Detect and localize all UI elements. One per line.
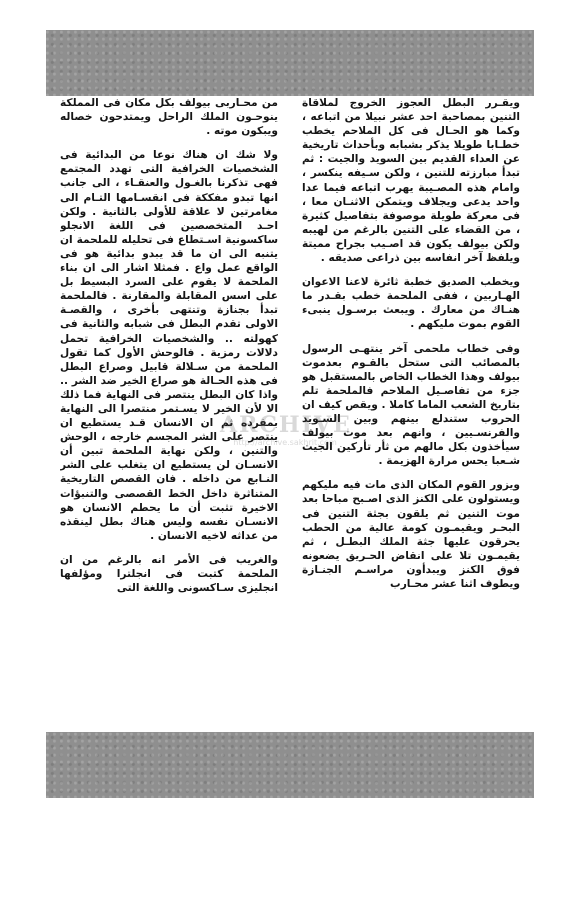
right-column — [302, 96, 520, 732]
left-column — [60, 96, 278, 732]
watermark-url: http://archive.sakhrit.com — [233, 438, 337, 447]
top-scan-band — [46, 30, 534, 96]
paragraph: ولا شك ان هناك نوعا من البدائية فى الشخصيات الخرافية التى تهدد المجتمع فهى تذكرنا بالغـول والعنقـاء ، الى جانب انها تبدو مفككة فى انقسـامها التـام الى مغامرتين لا علاقة للأولى بالثانية . ولكن احـد المتخصصين فى اللغة الانجلو ساكسونية اسـتطاع فى تحليله للملحمة ان يتنبه الى ان ما قد يبدو بدائية هو فى الواقع عمل واع . فمثلا اشار الى ان بناء الملحمة لا يقوم على السرد البسيط بل على اسس المقابلة والمقارنة . فالملحمة تبدأ بجنازة وتنتهى بأخرى ، والقصـة الاولى تقدم البطل فى شبابه والثانية فى كهولته .. والشخصيات الخرافية تحمل دلالات رمزية . فالوحش الأول كما تقول الملحمة من سـلالة قابيل وصراع البطل فى هذه الحـالة هو صراع الخير ضد الشر .. واذا كان البطل ينتصر فى النهاية فما ذلك الا لأن الخير لا يسـتمر منتصرا الى النهاية بمفرده ثم ان الانسان قـد يستطيع ان ينتصر على الشر المجسم خارجه ، الوحش والتنين ، ولكن نهاية الملحمة تبين أن الانسـان لن يستطيع ان يتغلب على الشر النـابع من داخله . فان القصص التاريخية المتناثرة داخل الخط القصصى والتنبؤات الاخيرة تثبت أن ما يحطم الانسان هو الانسـان نفسه وليس هناك بطل لينقذه من عداثه لاخيه الانسان . — [60, 149, 278, 542]
paragraph: ويزور القوم المكان الذى مات فيه مليكهم ويستولون على الكنز الذى اصـبح مباحا بعد موت التنين ثم يلقون بجثة التنين فى البحـر ويقيمـون كومة عالية من الحطب يحرقون عليها جثة الملك البطـل ، ثم يقيمـون تلا على انقاض الحـريق يضعونه فوق الكنز ويبدأون مراسـم الجنـازة ويطوف اثنا عشر محـارب — [302, 479, 520, 590]
watermark-text: ARCHIVE — [220, 412, 352, 438]
paragraph: ويخطب الصديق خطبة ثائرة لاعنا الاعوان الهـاربين ، ففى الملحمة خطب بقـدر ما هنـاك من معارك . ويبعث برسـول ينبىء القوم بموت مليكهم . — [302, 276, 520, 331]
bottom-scan-band — [46, 732, 534, 798]
paragraph: من محـاربى بيولف بكل مكان فى المملكة ينوحـون الملك الراحل ويمتدحون خصاله ويبكون موته . — [60, 97, 278, 138]
paragraph: والغريب فى الأمر انه بالرغم من ان الملحمة كتبت فى انجلترا ومؤلفها انجليزى سـاكسونى واللغة التى — [60, 553, 278, 595]
article-page — [60, 96, 520, 732]
paragraph: ويقـرر البطل العجوز الخروج لملاقاة التنين بمصاحبة احد عشر نبيلا من اتباعه ، وكما هو الحـال فى كل الملاحم يخطب خطـابا طويلا يذكر بشبابه وبأحداث تاريخية عن العداء القديم بين السويد والجيت : ثم تبدأ مبارزته للتنين ، ولكن سـيفه ينكسر ، وامام هذه المصـيبة يهرب اتباعه فيما عدا واحد يدعى ويجلاف ويتمكن الاثنـان معا ، فى معركة طويلة موصوفة بتفاصيل كثيرة ، من القضاء على التنين بالرغم من لهيبه ولكن بيولف يكون قد اصـيب بجراح مميتة ويلفظ آخر انفاسه بين ذراعى صديقه . — [302, 97, 520, 265]
paragraph: وفى خطاب ملحمى آخر ينتهـى الرسول بالمصائب التى ستحل بالقـوم بعدموت بيولف وهذا الخطاب الخاص بالمستقبل هو جزء من تفاصـيل الملاحم فالملحمة تلم بتاريخ الشعب الماما كاملا . ويقص كيف ان الحروب ستندلع بينهم وبين السـويد والفرنسـيين ، وانهم بعد موت بيولف سيأخذون بكل مالهم من ثأر تأركين الجيت شـعبا يحس مرارة الهزيمة . — [302, 342, 520, 468]
